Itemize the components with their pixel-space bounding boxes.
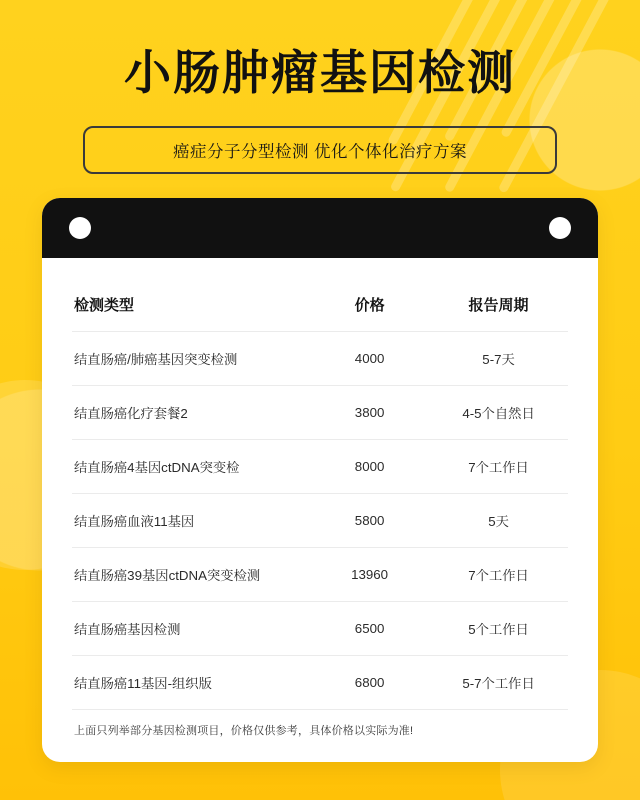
cell-price: 6800 xyxy=(354,675,385,690)
column-header-type: 检测类型 xyxy=(72,280,310,332)
table-row xyxy=(72,332,568,386)
column-header-period: 报告周期 xyxy=(429,280,568,332)
poster-header xyxy=(0,0,640,174)
cell-type: 结直肠癌基因检测 xyxy=(72,602,310,656)
cell-period: 5-7天 xyxy=(429,332,568,386)
card-body xyxy=(42,258,598,762)
cell-type: 结直肠癌化疗套餐2 xyxy=(72,386,310,440)
table-row xyxy=(72,602,568,656)
price-card xyxy=(42,198,598,762)
cell-period: 5天 xyxy=(429,494,568,548)
table-row xyxy=(72,548,568,602)
punch-hole-right-icon xyxy=(549,217,571,239)
subtitle-text: 癌症分子分型检测 优化个体化治疗方案 xyxy=(172,143,468,162)
cell-type: 结直肠癌39基因ctDNA突变检测 xyxy=(72,548,310,602)
cell-type: 结直肠癌/肺癌基因突变检测 xyxy=(72,332,310,386)
cell-price: 13960 xyxy=(310,548,429,602)
table-row xyxy=(72,656,568,710)
cell-period: 7个工作日 xyxy=(429,548,568,602)
cell-type: 结直肠癌4基因ctDNA突变检 xyxy=(72,440,310,494)
card-header-bar xyxy=(42,198,598,258)
cell-type: 结直肠癌11基因-组织版 xyxy=(74,676,212,691)
table-footnote: 上面只列举部分基因检测项目，价格仅供参考，具体价格以实际为准! xyxy=(72,709,568,744)
cell-price: 6500 xyxy=(310,602,429,656)
page-title: 小肠肿瘤基因检测 xyxy=(124,46,516,99)
cell-price: 4000 xyxy=(310,332,429,386)
cell-period: 5个工作日 xyxy=(429,602,568,656)
table-row xyxy=(72,440,568,494)
subtitle-badge xyxy=(83,126,557,174)
table-row xyxy=(72,494,568,548)
cell-price: 3800 xyxy=(310,386,429,440)
cell-price: 8000 xyxy=(310,440,429,494)
punch-hole-left-icon xyxy=(69,217,91,239)
cell-price: 5800 xyxy=(310,494,429,548)
table-row xyxy=(72,386,568,440)
price-table xyxy=(72,280,568,709)
cell-period: 7个工作日 xyxy=(429,440,568,494)
cell-period: 4-5个自然日 xyxy=(429,386,568,440)
table-header-row xyxy=(72,280,568,332)
column-header-price: 价格 xyxy=(310,280,429,332)
cell-period: 5-7个工作日 xyxy=(462,676,535,691)
cell-type: 结直肠癌血液11基因 xyxy=(72,494,310,548)
